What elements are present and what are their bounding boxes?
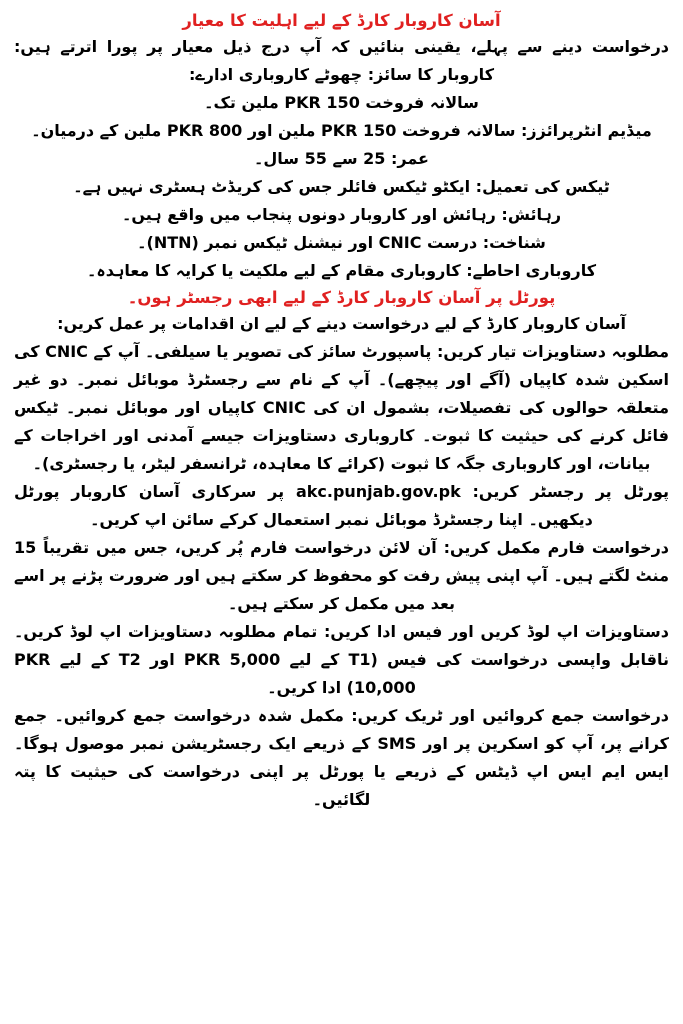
- page-title: آسان کاروبار کارڈ کے لیے اہلیت کا معیار: [182, 11, 501, 30]
- step-application-form: درخواست فارم مکمل کریں: آن لائن درخواست فارم پُر کریں، جس میں تقریباً 15 منٹ لگتے ہیں۔ آپ اپنی پیش رفت کو محفوظ کر سکتے ہیں اور ضرورت پڑنے پر اسے بعد میں مکمل کر سکتے ہیں۔: [14, 538, 669, 613]
- step-submit-track: درخواست جمع کروائیں اور ٹریک کریں: مکمل شدہ درخواست جمع کروائیں۔ جمع کرانے پر، آپ کو اسکرین پر اور SMS کے ذریعے ایک رجسٹریشن نمبر موصول ہوگا۔ ایس ایم ایس اپ ڈیٹس کے ذریعے یا پورٹل پر اپنی درخواست کی حیثیت کا پتہ لگائیں۔: [14, 706, 669, 809]
- step-documents: مطلوبہ دستاویزات تیار کریں: پاسپورٹ سائز کی تصویر یا سیلفی۔ آپ کے CNIC کی اسکین شدہ کاپیاں (آگے اور پیچھے)۔ آپ کے نام سے رجسٹرڈ موبائل نمبر۔ دو غیر متعلقہ حوالوں کی تفصیلات، بشمول ان کی CNIC کاپیاں اور موبائل نمبر۔ ٹیکس فائل کرنے کی حیثیت کا ثبوت۔ کاروباری دستاویزات جیسے آمدنی اور اخراجات کے بیانات، اور کاروباری جگہ کا ثبوت (کرائے کا معاہدہ، ٹرانسفر لیٹر، یا رجسٹری)۔: [14, 342, 670, 473]
- registration-subheading: پورٹل پر آسان کاروبار کارڈ کے لیے ابھی رجسٹر ہوں۔: [127, 288, 556, 307]
- eligibility-medium-enterprise: میڈیم انٹرپرائزز: سالانہ فروخت PKR 150 ملین اور PKR 800 ملین کے درمیان۔: [31, 121, 652, 140]
- steps-intro: آسان کاروبار کارڈ کے لیے درخواست دینے کے لیے ان اقدامات پر عمل کریں:: [57, 314, 626, 333]
- eligibility-intro: درخواست دینے سے پہلے، یقینی بنائیں کہ آپ درج ذیل معیار پر پورا اترتے ہیں: کاروبار کا سائز: چھوٹے کاروباری ادارے:: [14, 37, 669, 84]
- eligibility-age: عمر: 25 سے 55 سال۔: [254, 149, 429, 168]
- eligibility-tax: ٹیکس کی تعمیل: ایکٹو ٹیکس فائلر جس کی کریڈٹ ہسٹری نہیں ہے۔: [73, 177, 610, 196]
- eligibility-premises: کاروباری احاطے: کاروباری مقام کے لیے ملکیت یا کرایہ کا معاہدہ۔: [86, 261, 596, 280]
- step-register-portal: پورٹل پر رجسٹر کریں: akc.punjab.gov.pk پر سرکاری آسان کاروبار پورٹل دیکھیں۔ اپنا رجسٹرڈ موبائل نمبر استعمال کرکے سائن اپ کریں۔: [14, 482, 669, 529]
- step-upload-fees: دستاویزات اپ لوڈ کریں اور فیس ادا کریں: تمام مطلوبہ دستاویزات اپ لوڈ کریں۔ ناقابل واپسی درخواست کی فیس (T1 کے لیے PKR 5,000 اور T2 کے لیے PKR 10,000) ادا کریں۔: [14, 622, 669, 697]
- eligibility-sales-limit: سالانہ فروخت PKR 150 ملین تک۔: [204, 93, 479, 112]
- eligibility-residence: رہائش: رہائش اور کاروبار دونوں پنجاب میں واقع ہیں۔: [121, 205, 562, 224]
- eligibility-identity: شناخت: درست CNIC اور نیشنل ٹیکس نمبر (NTN)۔: [137, 233, 546, 252]
